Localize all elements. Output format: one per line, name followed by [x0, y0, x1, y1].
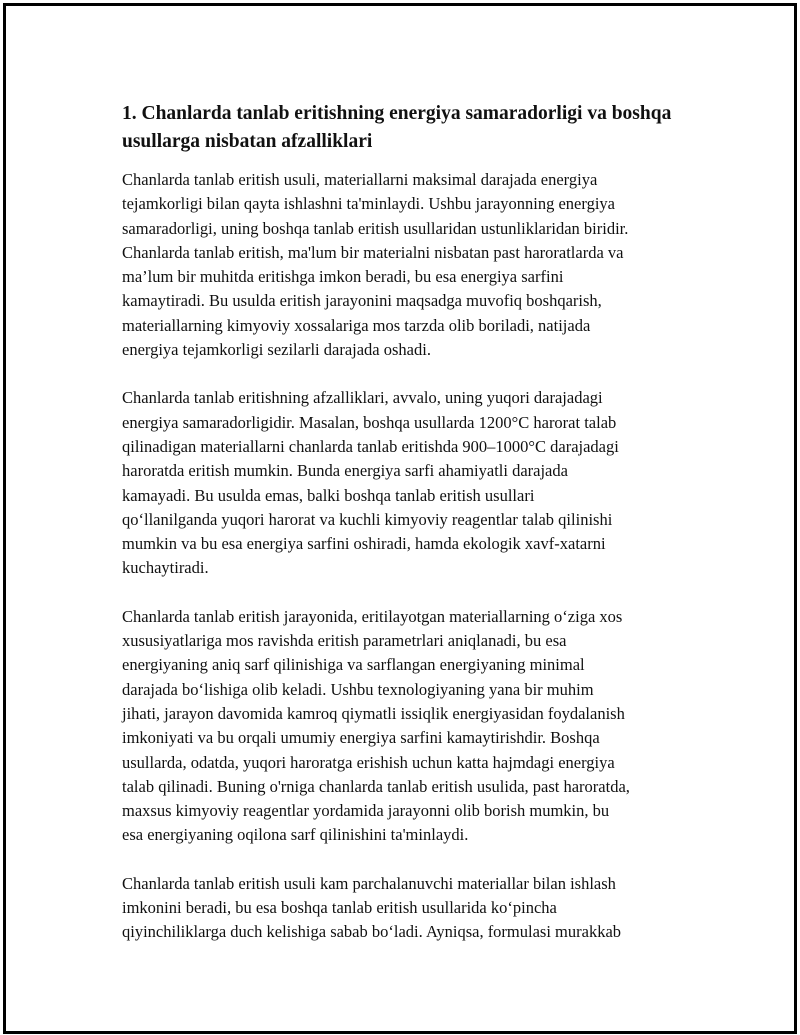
section-heading: 1. Chanlarda tanlab eritishning energiya samaradorligi va boshqa usullarga nisbatan afzalliklari [122, 103, 672, 152]
paragraph-2: Chanlarda tanlab eritishning afzalliklari, avvalo, uning yuqori darajadagi energiya samaradorligidir. Masalan, boshqa usullarda 1200°C harorat talab qilinadigan materiallarni chanlarda tanlab eritishda 900–1000°C darajadagi haroratda eritish mumkin. Bunda energiya sarfi ahamiyatli darajada kamayadi. Bu usulda emas, balki boshqa tanlab eritish usullari qo‘llanilganda yuqori harorat va kuchli kimyoviy reagentlar talab qilinishi mumkin va bu esa energiya sarfini oshiradi, hamda ekologik xavf-xatarni kuchaytiradi. [122, 388, 619, 578]
document-body [122, 100, 702, 969]
paragraph-3: Chanlarda tanlab eritish jarayonida, eritilayotgan materiallarning o‘ziga xos xususiyatlariga mos ravishda eritish parametrlari aniqlanadi, bu esa energiyaning aniq sarf qilinishiga va sarflangan energiyaning minimal darajada bo‘lishiga olib keladi. Ushbu texnologiyaning yana bir muhim jihati, jarayon davomida kamroq qiymatli issiqlik energiyasidan foydalanish imkoniyati va bu orqali umumiy energiya sarfini kamaytirishdir. Boshqa usullarda, odatda, yuqori haroratga erishish uchun katta hajmdagi energiya talab qilinadi. Buning o'rniga chanlarda tanlab eritish usulida, past haroratda, maxsus kimyoviy reagentlar yordamida jarayonni olib borish mumkin, bu esa energiyaning oqilona sarf qilinishini ta'minlaydi. [122, 606, 630, 845]
paragraph-4: Chanlarda tanlab eritish usuli kam parchalanuvchi materiallar bilan ishlash imkonini beradi, bu esa boshqa tanlab eritish usullarida ko‘pincha qiyinchiliklarga duch kelishiga sabab bo‘ladi. Ayniqsa, formulasi murakkab [122, 873, 622, 942]
page-frame [3, 3, 797, 1034]
paragraph-1: Chanlarda tanlab eritish usuli, materiallarni maksimal darajada energiya tejamkorligi bilan qayta ishlashni ta'minlaydi. Ushbu jarayonning energiya samaradorligi, uning boshqa tanlab eritish usullaridan ustunliklaridan biridir. Chanlarda tanlab eritish, ma'lum bir materialni nisbatan past haroratlarda va ma’lum bir muhitda eritishga imkon beradi, bu esa energiya sarfini kamaytiradi. Bu usulda eritish jarayonini maqsadga muvofiq boshqarish, materiallarning kimyoviy xossalariga mos tarzda olib boriladi, natijada energiya tejamkorligi sezilarli darajada oshadi. [122, 170, 629, 360]
